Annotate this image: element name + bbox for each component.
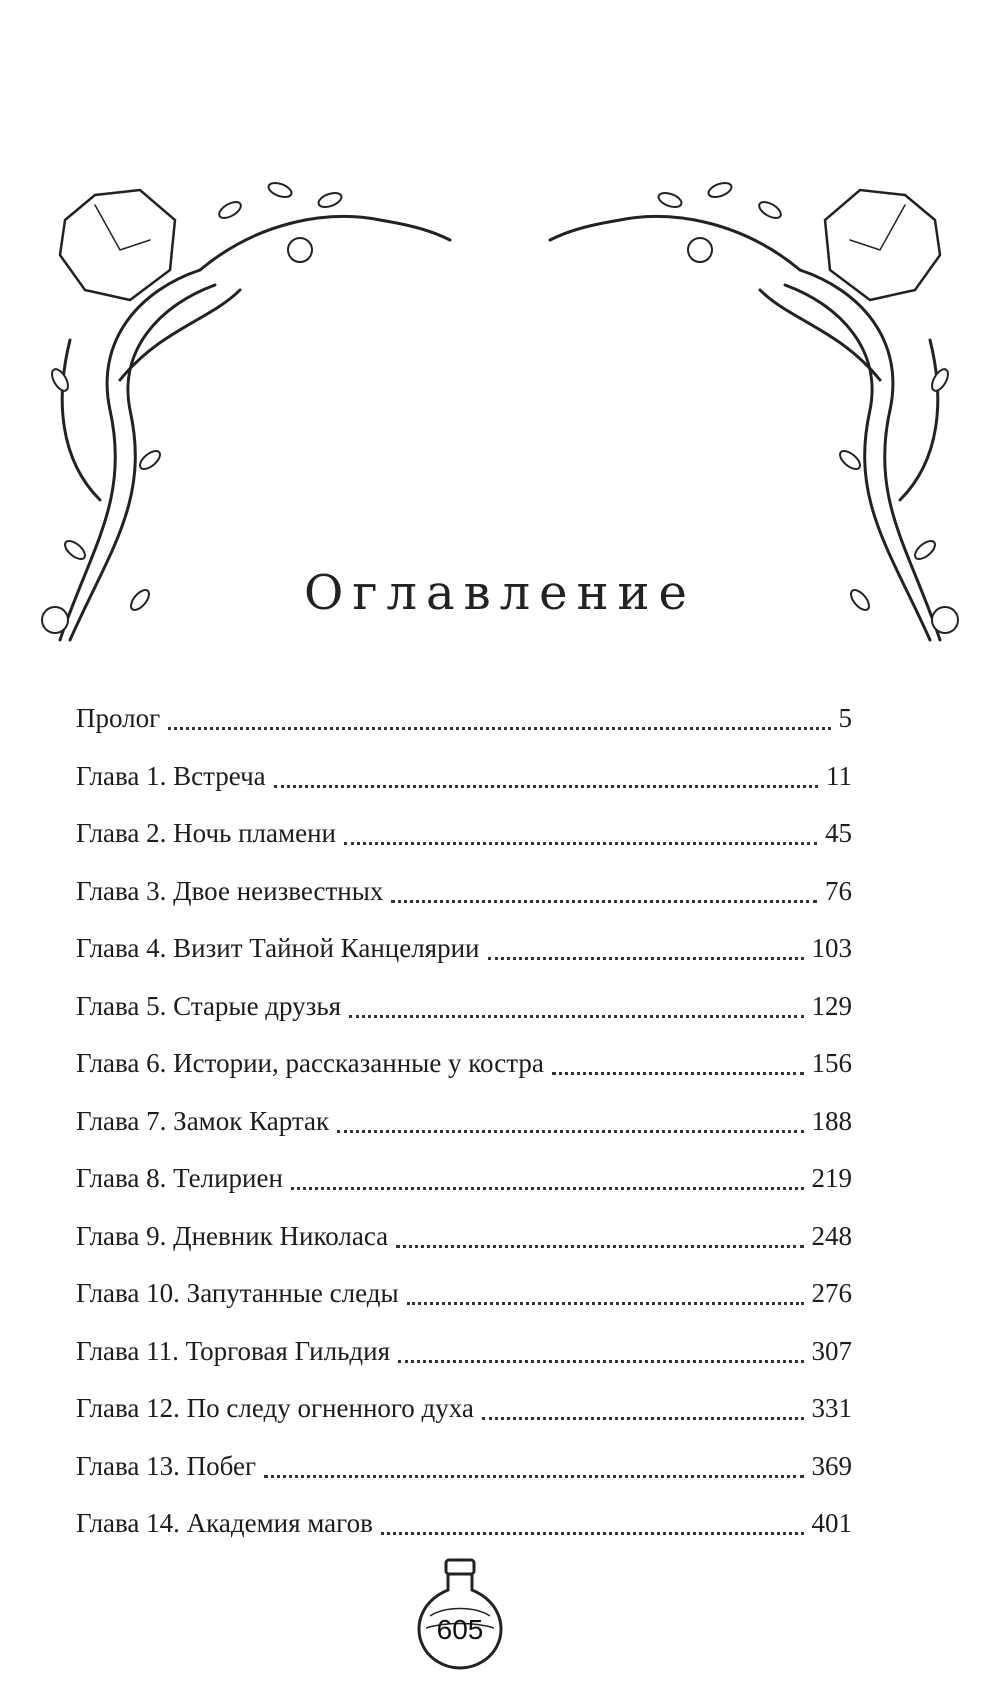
toc-entry-title: Глава 2. Ночь пламени [76, 818, 336, 848]
dot-leader [344, 842, 817, 845]
toc-entry-title: Глава 4. Визит Тайной Канцелярии [76, 933, 480, 963]
page-number: 605 [436, 1614, 484, 1645]
page-footer [410, 1556, 510, 1671]
toc-entry-title: Глава 11. Торговая Гильдия [76, 1335, 390, 1366]
toc-entry-page: 369 [811, 1450, 852, 1481]
toc-entry [76, 690, 852, 748]
toc-entry [76, 1380, 852, 1438]
toc-entry [76, 1438, 852, 1496]
toc-entry-title: Глава 12. По следу огненного духа [76, 1393, 474, 1423]
dot-leader [407, 1302, 804, 1305]
toc-entry [76, 1035, 852, 1093]
toc-entry [76, 805, 852, 863]
toc-entry [76, 1208, 852, 1266]
toc-entry-page: 219 [811, 1163, 852, 1193]
toc-entry-page: 401 [811, 1508, 852, 1538]
toc-entry-title: Глава 7. Замок Картак [76, 1105, 330, 1136]
toc-entry-page: 45 [825, 818, 852, 848]
dot-leader [264, 1475, 803, 1478]
toc-entry [76, 748, 852, 806]
toc-entry [76, 1150, 852, 1208]
toc-entry-page: 129 [811, 990, 852, 1021]
toc-entry [76, 920, 852, 978]
dot-leader [391, 900, 817, 903]
toc-entry [76, 1323, 852, 1381]
vine-tree-frame-icon [0, 80, 1000, 720]
toc-entry-title: Глава 8. Телириен [76, 1163, 283, 1193]
toc-entry-page: 103 [811, 933, 852, 963]
toc-entry-title: Глава 9. Дневник Николаса [76, 1220, 389, 1251]
toc-entry-page: 11 [826, 760, 852, 791]
dot-leader [488, 957, 804, 960]
toc-entry-page: 276 [811, 1278, 852, 1308]
toc-entry-page: 331 [811, 1393, 852, 1423]
dot-leader [381, 1532, 804, 1535]
toc-entry-page: 76 [825, 875, 852, 906]
toc-entry-title: Глава 6. Истории, рассказанные у костра [76, 1048, 544, 1078]
dot-leader [552, 1072, 804, 1075]
dot-leader [482, 1417, 804, 1420]
toc-entry [76, 1495, 852, 1553]
toc-entry-title: Глава 13. Побег [76, 1450, 257, 1481]
toc-entry [76, 863, 852, 921]
dot-leader [168, 727, 830, 730]
toc-entry-title: Глава 14. Академия магов [76, 1508, 373, 1538]
dot-leader [337, 1130, 803, 1133]
dot-leader [398, 1360, 804, 1363]
toc-entry-title: Глава 5. Старые друзья [76, 990, 342, 1021]
toc-entry-page: 307 [811, 1335, 852, 1366]
toc-entry-page: 5 [838, 703, 852, 733]
toc-entry-page: 188 [811, 1105, 852, 1136]
toc-entry-title: Пролог [76, 703, 161, 733]
dot-leader [291, 1187, 804, 1190]
page-title: Оглавление [304, 565, 696, 621]
toc-entry-title: Глава 10. Запутанные следы [76, 1278, 399, 1308]
dot-leader [274, 785, 818, 788]
toc-entry-title: Глава 1. Встреча [76, 760, 266, 791]
dot-leader [396, 1245, 803, 1248]
toc-entry [76, 978, 852, 1036]
toc-entry [76, 1093, 852, 1151]
table-of-contents [76, 690, 852, 1553]
toc-entry-page: 156 [811, 1048, 852, 1078]
dot-leader [349, 1015, 803, 1018]
toc-entry-page: 248 [811, 1220, 852, 1251]
toc-entry [76, 1265, 852, 1323]
toc-entry-title: Глава 3. Двое неизвестных [76, 875, 384, 906]
